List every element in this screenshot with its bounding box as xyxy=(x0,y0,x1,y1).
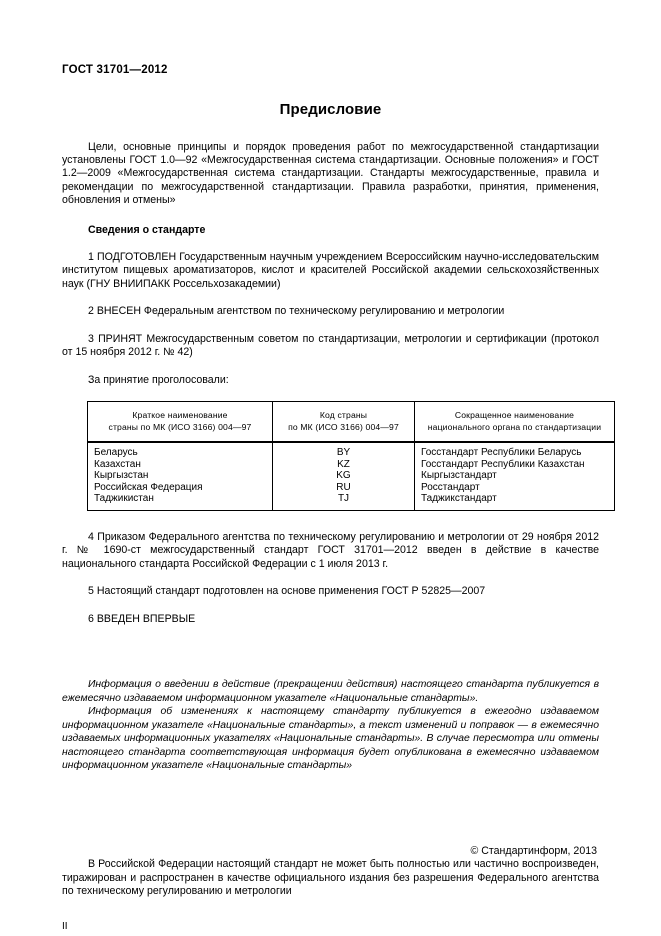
notice-paragraph-1: Информация о введении в действие (прекращении действия) настоящего стандарта публикуется в ежемесячно издаваемом информационном указателе «Национальные стандарты». xyxy=(62,678,599,704)
cell-country-name: Кыргызстан xyxy=(88,470,273,482)
column-header-line-1: Сокращенное наименование xyxy=(454,409,575,420)
table-row xyxy=(88,482,615,494)
vote-table xyxy=(87,401,615,511)
cell-country-name: Российская Федерация xyxy=(88,482,273,494)
table-header-row xyxy=(88,401,615,442)
cell-country-name: Таджикистан xyxy=(88,493,273,510)
standard-info-item-1: 1 ПОДГОТОВЛЕН Государственным научным учреждением Всероссийским научно-исследовательским институтом пищевых ароматизаторов, кислот и красителей Российской академии сельскохозяйственных наук (ГНУ ВНИИПАКК Россельхозакадемии) xyxy=(62,251,599,290)
table-row xyxy=(88,470,615,482)
column-header-country-code xyxy=(273,401,415,442)
notice-paragraph-2: Информация об изменениях к настоящему стандарту публикуется в ежегодно издаваемом информационном указателе «Национальные стандарты», а текст изменений и поправок — в ежемесячно издаваемых информационных указателях «Национальные стандарты». В случае пересмотра или отмены настоящего стандарта соответствующая информация будет опубликована в ежемесячно издаваемом информационном указателе «Национальные стандарты» xyxy=(62,706,599,772)
vote-table-head xyxy=(88,401,615,442)
table-row xyxy=(88,442,615,459)
cell-national-body: Таджикстандарт xyxy=(421,493,497,505)
cell-country-code: KG xyxy=(273,470,415,482)
page-number: II xyxy=(62,920,68,932)
page-content xyxy=(62,0,602,933)
vote-intro-text: За принятие проголосовали: xyxy=(88,373,229,386)
running-head-standard-number: ГОСТ 31701—2012 xyxy=(62,64,168,76)
cell-country-name: Беларусь xyxy=(88,442,273,459)
standard-info-item-6: 6 ВВЕДЕН ВПЕРВЫЕ xyxy=(88,612,196,625)
cell-national-body: Госстандарт Республики Беларусь xyxy=(421,446,582,458)
column-header-national-body xyxy=(415,401,615,442)
column-header-line-1: Код страны xyxy=(319,409,368,420)
cell-country-code: TJ xyxy=(273,493,415,510)
cell-country-name: Казахстан xyxy=(88,459,273,471)
standard-info-item-5: 5 Настоящий стандарт подготовлен на основе применения ГОСТ Р 52825—2007 xyxy=(88,585,486,598)
cell-national-body: Госстандарт Республики Казахстан xyxy=(421,458,585,470)
cell-country-code: BY xyxy=(273,442,415,459)
page-title: Предисловие xyxy=(279,100,382,118)
cell-country-code: RU xyxy=(273,482,415,494)
column-header-country-name xyxy=(88,401,273,442)
copyright-notice: © Стандартинформ, 2013 xyxy=(470,845,597,858)
standard-info-subhead: Сведения о стандарте xyxy=(88,223,206,236)
cell-national-body: Кыргызстандарт xyxy=(421,470,497,482)
preamble-paragraph: Цели, основные принципы и порядок проведения работ по межгосударственной стандартизации установлены ГОСТ 1.0—92 «Межгосударственная система стандартизации. Основные положения» и ГОСТ 1.2—2009 «Межгосударственная система стандартизации. Стандарты межгосударственные, правила и рекомендации по межгосударственной стандартизации. Правила разработки, принятия, применения, обновления и отмены» xyxy=(62,140,599,207)
cell-country-code: KZ xyxy=(273,459,415,471)
standard-info-item-4: 4 Приказом Федерального агентства по техническому регулированию и метрологии от 29 ноября 2012 г. № 1690-ст межгосударственный стандарт ГОСТ 31701—2012 введен в действие в качестве национального стандарта Российской Федерации с 1 июля 2013 г. xyxy=(62,530,599,570)
cell-national-body: Росстандарт xyxy=(421,481,480,493)
standard-info-item-2: 2 ВНЕСЕН Федеральным агентством по техническому регулированию и метрологии xyxy=(88,305,505,318)
footer-reproduction-notice: В Российской Федерации настоящий стандарт не может быть полностью или частично воспроизведен, тиражирован и распространен в качестве официального издания без разрешения Федерального агентства по техническому регулированию и метрологии xyxy=(62,858,599,898)
column-header-line-2: национального органа по стандартизации xyxy=(427,421,602,432)
column-header-line-2: страны по МК (ИСО 3166) 004—97 xyxy=(108,421,252,432)
notice-block xyxy=(62,678,599,773)
column-header-line-1: Краткое наименование xyxy=(132,409,228,420)
column-header-line-2: по МК (ИСО 3166) 004—97 xyxy=(288,421,399,432)
table-row xyxy=(88,493,615,510)
table-row xyxy=(88,459,615,471)
vote-table-body xyxy=(88,442,615,510)
standard-info-item-3: 3 ПРИНЯТ Межгосударственным советом по стандартизации, метрологии и сертификации (протокол от 15 ноября 2012 г. № 42) xyxy=(62,332,599,359)
